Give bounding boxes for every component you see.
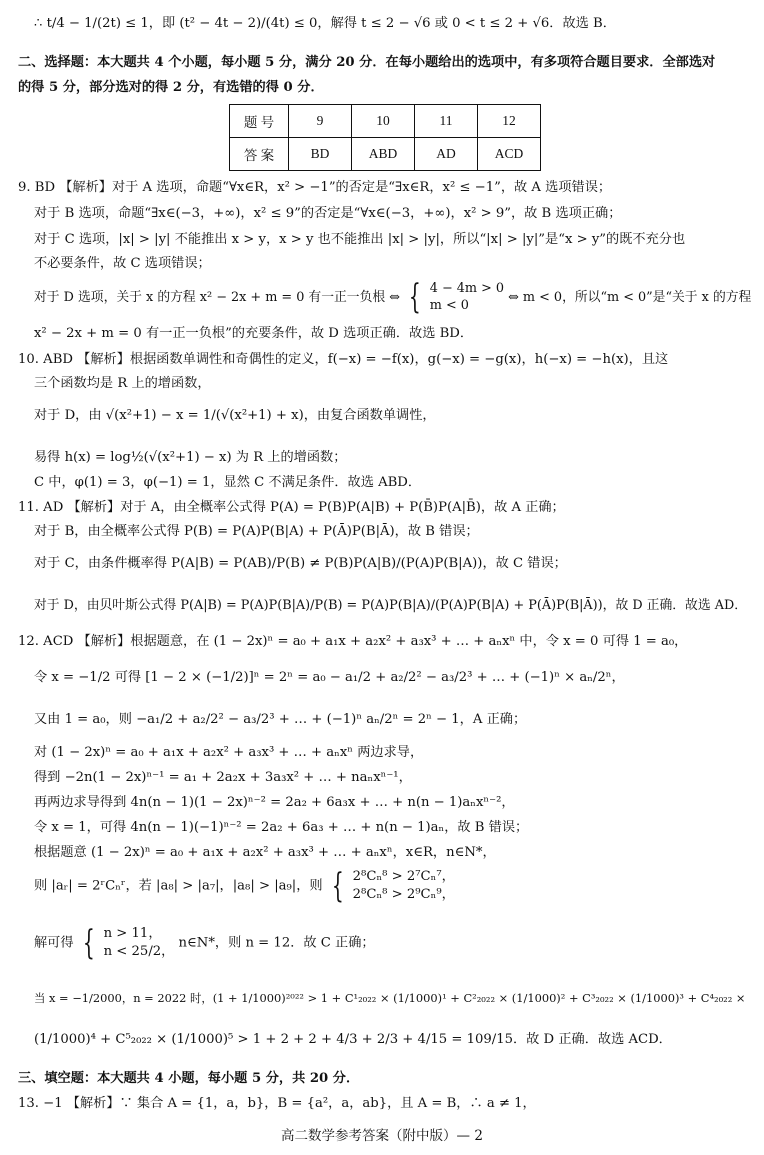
table-number-10: 10 [352, 105, 415, 138]
q12-line8: 根据题意 (1 − 2x)ⁿ = a₀ + a₁x + a₂x² + a₃x³ + … + aₙxⁿ，x∈R，n∈N*， [34, 845, 496, 860]
section3-title: 三、填空题：本大题共 4 小题，每小题 5 分，共 20 分． [18, 1071, 360, 1086]
q9-system [430, 280, 504, 315]
table-answer-12: ACD [478, 138, 541, 171]
page-footer: 高二数学参考答案（附中版）— 2 [281, 1128, 483, 1144]
table-answer-9: BD [289, 138, 352, 171]
q12-line5: 得到 −2n(1 − 2x)ⁿ⁻¹ = a₁ + 2a₂x + 3a₃x² + … + naₙxⁿ⁻¹， [34, 770, 412, 785]
left-brace-icon: { [82, 922, 95, 963]
q9-line5-text-c: ⇔ m < 0，所以“m < 0”是“关于 x 的方程 [508, 289, 752, 305]
q12-line11: 当 x = −1/2000，n = 2022 时，(1 + 1/1000)²⁰²² > 1 + C¹₂₀₂₂ × (1/1000)¹ + C²₂₀₂₂ × (1/1000)² + C³₂₀₂₂ × (1/1000)³ + C⁴₂₀₂₂ × [34, 991, 746, 1005]
answer-table [229, 104, 541, 171]
table-answer-11: AD [415, 138, 478, 171]
q12-line2: 令 x = −1/2 可得 [1 − 2 × (−1/2)]ⁿ = 2ⁿ = a₀ − a₁/2 + a₂/2² − a₃/2³ + … + (−1)ⁿ × aₙ/2ⁿ， [34, 670, 625, 685]
table-number-9: 9 [289, 105, 352, 138]
table-number-12: 12 [478, 105, 541, 138]
q10-line1: 10. ABD 【解析】根据函数单调性和奇偶性的定义，f(−x) = −f(x)，g(−x) = −g(x)，h(−x) = −h(x)，且这 [18, 352, 669, 367]
q12-line9 [34, 865, 455, 906]
q12-line3: 又由 1 = a₀，则 −a₁/2 + a₂/2² − a₃/2³ + … + (−1)ⁿ aₙ/2ⁿ = 2ⁿ − 1，A 正确； [34, 712, 527, 727]
table-answer-10: ABD [352, 138, 415, 171]
section2-title-line1: 二、选择题：本大题共 4 个小题，每小题 5 分，满分 20 分．在每小题给出的选项中，有多项符合题目要求．全部选对 [18, 55, 716, 70]
q12-system-1-row2: 2⁸Cₙ⁸ > 2⁹Cₙ⁹， [352, 886, 455, 902]
q12-line12: (1/1000)⁴ + C⁵₂₀₂₂ × (1/1000)⁵ > 1 + 2 + 2 + 4/3 + 2/3 + 4/15 = 109/15．故 D 正确．故选 ACD． [34, 1032, 672, 1047]
q12-line4: 对 (1 − 2x)ⁿ = a₀ + a₁x + a₂x² + a₃x³ + … + aₙxⁿ 两边求导， [34, 745, 424, 760]
q12-line10 [34, 922, 375, 963]
q10-line4: 易得 h(x) = log½(√(x²+1) − x) 为 R 上的增函数； [34, 450, 347, 465]
table-number-11: 11 [415, 105, 478, 138]
left-brace-icon: { [331, 865, 344, 906]
top-line: ∴ t/4 − 1/(2t) ≤ 1，即 (t² − 4t − 2)/(4t) ≤ 0，解得 t ≤ 2 − √6 或 0 < t ≤ 2 + √6．故选 B． [34, 16, 616, 31]
q9-system-row2: m < 0 [429, 298, 469, 314]
q10-line3: 对于 D，由 √(x²+1) − x = 1/(√(x²+1) + x)，由复合函数单调性， [34, 408, 436, 423]
q12-line9-text-a: 则 |aᵣ| = 2ʳCₙʳ，若 |a₈| > |a₇|，|a₈| > |a₉|，则 [34, 878, 323, 894]
q11-line1: 11. AD 【解析】对于 A，由全概率公式得 P(A) = P(B)P(A|B) + P(B̄)P(A|B̄)，故 A 正确； [18, 500, 565, 515]
q9-line4: 不必要条件，故 C 选项错误； [34, 256, 211, 271]
q10-line2: 三个函数均是 R 上的增函数， [34, 376, 211, 391]
section2-title-line2: 的得 5 分，部分选对的得 2 分，有选错的得 0 分． [18, 80, 324, 95]
q9-line2: 对于 B 选项，命题“∃x∈(−3，+∞)，x² ≤ 9”的否定是“∀x∈(−3，+∞)，x² > 9”，故 B 选项正确； [34, 206, 622, 221]
q9-line5-text-a: 对于 D 选项，关于 x 的方程 x² − 2x + m = 0 有一正一负根 ⇔ [34, 289, 400, 305]
q11-line3: 对于 C，由条件概率得 P(A|B) = P(AB)/P(B) ≠ P(B)P(A|B)/(P(A)P(B|A))，故 C 错误； [34, 556, 567, 571]
q12-line10-text-a: 解可得 [34, 935, 74, 951]
q9-line3: 对于 C 选项，|x| > |y| 不能推出 x > y，x > y 也不能推出 |x| > |y|，所以“|x| > |y|”是“x > y”的既不充分也 [34, 232, 686, 247]
q12-line6: 再两边求导得到 4n(n − 1)(1 − 2x)ⁿ⁻² = 2a₂ + 6a₃x + … + n(n − 1)aₙxⁿ⁻²， [34, 795, 515, 810]
q12-system-1-row1: 2⁸Cₙ⁸ > 2⁷Cₙ⁷， [352, 869, 455, 884]
q12-line7: 令 x = 1，可得 4n(n − 1)(−1)ⁿ⁻² = 2a₂ + 6a₃ + … + n(n − 1)aₙ，故 B 错误； [34, 820, 529, 835]
q11-line4: 对于 D，由贝叶斯公式得 P(A|B) = P(A)P(B|A)/P(B) = P(A)P(B|A)/(P(A)P(B|A) + P(Ā)P(B|Ā))，故 D 正确．故选 AD． [34, 598, 747, 613]
q9-system-row1: 4 − 4m > 0 [429, 281, 505, 296]
q12-system-2 [104, 925, 175, 961]
q12-system-2-row1: n > 11， [103, 926, 162, 941]
q9-line5 [34, 277, 752, 318]
answer-table-answer-row [230, 138, 541, 171]
q12-line1: 12. ACD 【解析】根据题意，在 (1 − 2x)ⁿ = a₀ + a₁x + a₂x² + a₃x³ + … + aₙxⁿ 中，令 x = 0 可得 1 = a₀， [18, 634, 688, 649]
q12-system-1 [353, 868, 455, 904]
table-header-label: 题 号 [230, 105, 289, 138]
q9-line1: 9. BD 【解析】对于 A 选项，命题“∀x∈R，x² > −1”的否定是“∃x∈R，x² ≤ −1”，故 A 选项错误； [18, 180, 612, 195]
q11-line2: 对于 B，由全概率公式得 P(B) = P(A)P(B|A) + P(Ā)P(B|Ā)，故 B 错误； [34, 524, 479, 539]
left-brace-icon: { [408, 277, 421, 318]
q10-line5: C 中，φ(1) = 3，φ(−1) = 1，显然 C 不满足条件．故选 ABD． [34, 475, 422, 490]
table-answer-label: 答 案 [230, 138, 289, 171]
q12-system-2-row2: n < 25/2， [103, 943, 175, 959]
answer-table-header-row [230, 105, 541, 138]
q12-line10-text-c: n∈N*，则 n = 12．故 C 正确； [178, 935, 375, 951]
q9-line6: x² − 2x + m = 0 有一正一负根”的充要条件，故 D 选项正确．故选 BD． [34, 326, 474, 341]
q13-line1: 13. −1 【解析】∵ 集合 A = {1，a，b}，B = {a²，a，ab}，且 A = B，∴ a ≠ 1， [18, 1096, 536, 1111]
